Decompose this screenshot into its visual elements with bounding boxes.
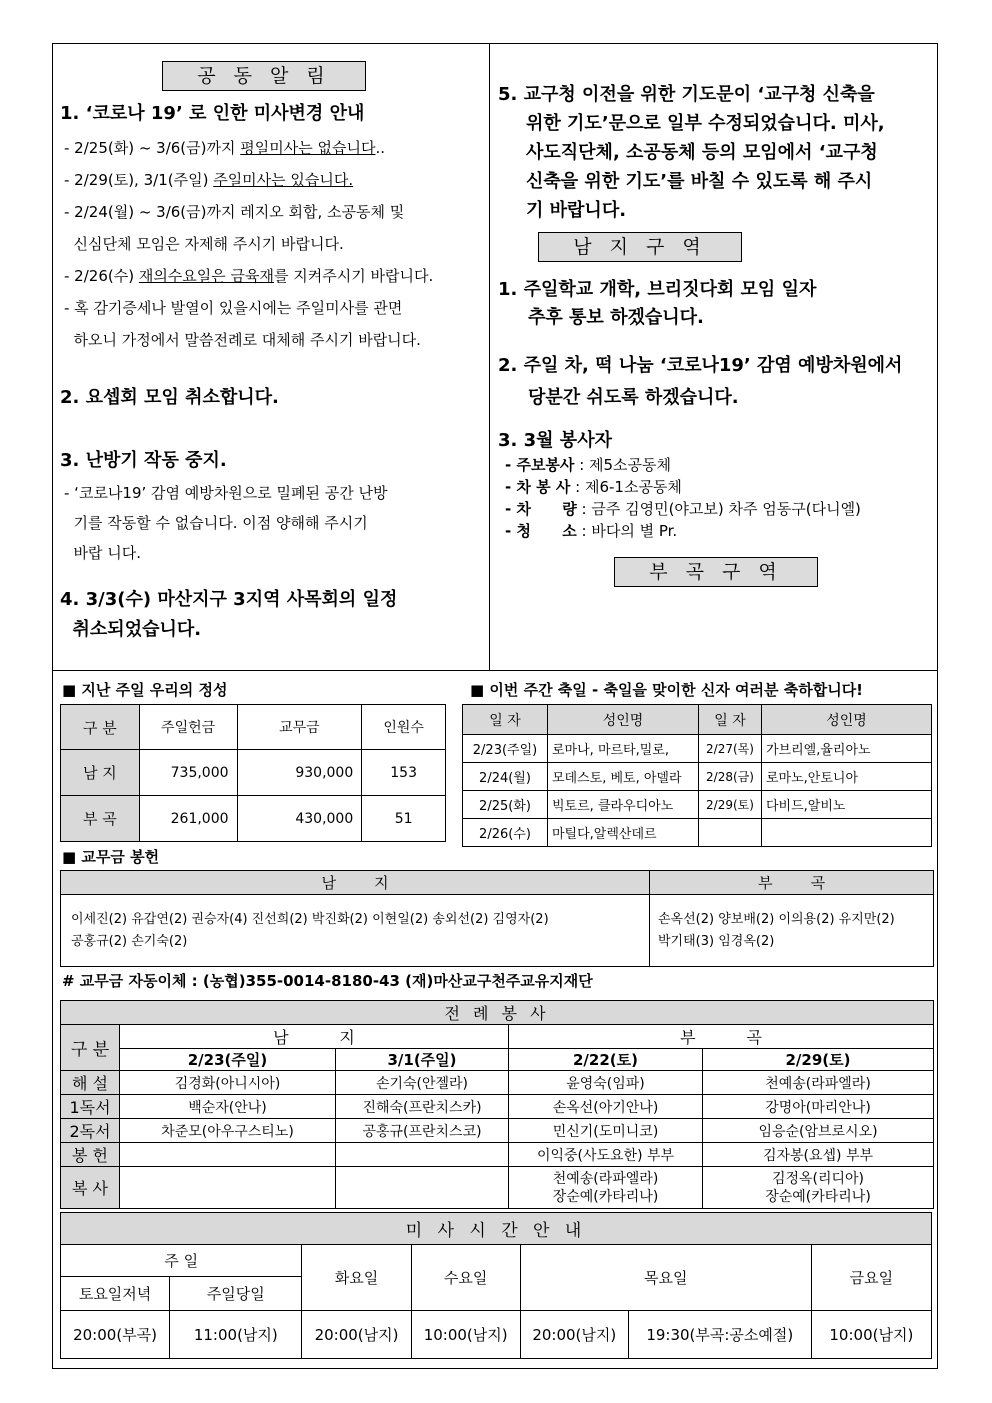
liturgy-cell: 천예송(라파엘라) (703, 1071, 934, 1095)
volunteer-role: - 차 량 (505, 500, 577, 518)
dues-title: ■ 교무금 봉헌 (62, 848, 160, 866)
offering-cell: 430,000 (237, 796, 362, 842)
offering-header: 인원수 (362, 705, 446, 750)
liturgy-date: 2/29(토) (703, 1049, 934, 1071)
notice-4-line2: 취소되었습니다. (60, 619, 202, 640)
offering-header: 구 분 (61, 705, 140, 750)
offering-cell: 735,000 (139, 750, 237, 796)
notice-1-lines (64, 132, 488, 356)
feast-header: 일 자 (463, 705, 548, 735)
mass-sat-eve: 토요일저녁 (61, 1277, 170, 1311)
notice-1-line (64, 132, 488, 164)
feast-saint: 가브리엘,율리아노 (762, 735, 932, 763)
notice-5-line: 신축을 위한 기도’를 바칠 수 있도록 해 주시 (526, 171, 873, 192)
mass-times-table (60, 1212, 932, 1359)
feast-table (462, 704, 932, 847)
liturgy-namji: 남 지 (120, 1025, 509, 1049)
dues-account: # 교무금 자동이체 : (농협)355-0014-8180-43 (재)마산교구천주교유지재단 (62, 972, 593, 990)
notice-1-line (64, 324, 488, 356)
feast-date: 2/27(목) (699, 735, 762, 763)
volunteer-value: : 제6-1소공동체 (570, 478, 682, 496)
feast-header: 일 자 (699, 705, 762, 735)
notice-3-title: 3. 난방기 작동 중지. (60, 450, 227, 471)
liturgy-row-label: 복 사 (61, 1167, 120, 1209)
offering-title: ■ 지난 주일 우리의 정성 (62, 681, 228, 699)
namji-1-line1: 1. 주일학교 개학, 브리짓다회 모임 일자 (498, 279, 817, 300)
liturgy-cell (120, 1143, 336, 1167)
liturgy-cell: 천예송(라파엘라) 장순예(카타리나) (509, 1167, 703, 1209)
notice-1-text: 를 지켜주시기 바랍니다. (274, 267, 434, 285)
liturgy-cell (120, 1167, 336, 1209)
feast-title: ■ 이번 주간 축일 - 축일을 맞이한 신자 여러분 축하합니다! (470, 681, 864, 699)
namji-3-title: 3. 3월 봉사자 (498, 430, 612, 451)
notice-1-text: - 2/24(월) ~ 3/6(금)까지 레지오 회합, 소공동체 및 (64, 203, 405, 221)
feast-date: 2/29(토) (699, 791, 762, 819)
feast-header: 성인명 (762, 705, 932, 735)
offering-header: 주일헌금 (139, 705, 237, 750)
notice-1-text: - 2/29(토), 3/1(주일) (64, 171, 214, 189)
mass-time: 20:00(남지) (520, 1311, 628, 1359)
volunteer-value: : 금주 김영민(야고보) 차주 엄동구(다니엘) (576, 500, 861, 518)
liturgy-cell: 임응순(암브로시오) (703, 1119, 934, 1143)
liturgy-cell (336, 1143, 509, 1167)
mass-time: 19:30(부곡:공소예절) (628, 1311, 811, 1359)
feast-saint: 로마나, 마르타,밀로, (548, 735, 699, 763)
notice-3-lines (64, 478, 387, 568)
offering-cell: 153 (362, 750, 446, 796)
liturgy-title: 전 례 봉 사 (61, 1001, 934, 1025)
notice-1-text: 하오니 가정에서 말씀전례로 대체해 주시기 바랍니다. (64, 331, 421, 349)
liturgy-cell: 손기숙(안젤라) (336, 1071, 509, 1095)
notice-1-line (64, 228, 488, 260)
offering-cell: 930,000 (237, 750, 362, 796)
feast-date: 2/23(주일) (463, 735, 548, 763)
liturgy-cell: 백순자(안나) (120, 1095, 336, 1119)
bugok-section-header: 부 곡 구 역 (614, 557, 818, 587)
namji-2-line1: 2. 주일 차, 떡 나눔 ‘코로나19’ 감염 예방차원에서 (498, 355, 903, 376)
notice-5-line: 5. 교구청 이전을 위한 기도문이 ‘교구청 신축을 (498, 84, 875, 105)
offering-row-label: 부 곡 (61, 796, 140, 842)
mass-tue: 화요일 (302, 1245, 411, 1311)
liturgy-row-label: 1독서 (61, 1095, 120, 1119)
volunteer-list (505, 454, 861, 542)
namji-1-line2: 추후 통보 하겠습니다. (528, 307, 704, 328)
column-divider (489, 43, 490, 670)
mass-time: 10:00(남지) (411, 1311, 520, 1359)
mass-time: 20:00(부곡) (61, 1311, 170, 1359)
liturgy-cell (336, 1167, 509, 1209)
feast-date: 2/26(수) (463, 819, 548, 847)
volunteer-value: : 제5소공동체 (574, 456, 672, 474)
mass-time: 10:00(남지) (811, 1311, 931, 1359)
dues-bugok-cell (650, 895, 934, 967)
dues-header-bugok: 부 곡 (650, 871, 934, 895)
offering-cell: 261,000 (139, 796, 237, 842)
feast-date (699, 819, 762, 847)
liturgy-bugok: 부 곡 (509, 1025, 934, 1049)
liturgy-cell: 윤영숙(임파) (509, 1071, 703, 1095)
liturgy-cell: 이익중(사도요한) 부부 (509, 1143, 703, 1167)
feast-saint: 모데스토, 베토, 아델라 (548, 763, 699, 791)
namji-2-line2: 당분간 쉬도록 하겠습니다. (528, 387, 739, 408)
notice-1-text: - 혹 감기증세나 발열이 있을시에는 주일미사를 관면 (64, 299, 403, 317)
dues-namji-line: 이세진(2) 유갑연(2) 권승자(4) 진선희(2) 박진화(2) 이현일(2) 송외선(2) 김영자(2) (71, 911, 549, 927)
notice-1-emphasis: 평일미사는 없습니다 (240, 139, 376, 157)
feast-date: 2/24(월) (463, 763, 548, 791)
notice-1-line (64, 196, 488, 228)
liturgy-cell: 김경화(아니시아) (120, 1071, 336, 1095)
liturgy-table (60, 1000, 934, 1209)
liturgy-cell: 민신기(도미니코) (509, 1119, 703, 1143)
liturgy-cell: 진해숙(프란치스카) (336, 1095, 509, 1119)
mass-sun-day: 주일당일 (170, 1277, 302, 1311)
dues-namji-line: 공홍규(2) 손기숙(2) (71, 933, 188, 949)
feast-saint: 다비드,알비노 (762, 791, 932, 819)
liturgy-date: 2/23(주일) (120, 1049, 336, 1071)
liturgy-cell: 김자봉(요셉) 부부 (703, 1143, 934, 1167)
joint-notice-header: 공 동 알 림 (162, 61, 366, 91)
mass-time: 11:00(남지) (170, 1311, 302, 1359)
notice-1-text: .. (375, 139, 385, 157)
liturgy-cell: 김정옥(리디아) 장순예(카타리나) (703, 1167, 934, 1209)
dues-header-namji: 남 지 (61, 871, 650, 895)
feast-date: 2/25(화) (463, 791, 548, 819)
volunteer-role: - 차 봉 사 (505, 478, 571, 496)
notice-1-text: 신심단체 모임은 자제해 주시기 바랍니다. (64, 235, 344, 253)
notice-1-text: - 2/26(수) (64, 267, 139, 285)
dues-bugok-line: 박기태(3) 임경옥(2) (658, 933, 775, 949)
liturgy-gubun: 구 분 (61, 1025, 120, 1071)
liturgy-cell: 공홍규(프란치스코) (336, 1119, 509, 1143)
notice-5 (498, 80, 930, 225)
volunteer-role: - 주보봉사 (505, 456, 575, 474)
dues-namji-cell (61, 895, 650, 967)
feast-header: 성인명 (548, 705, 699, 735)
volunteer-value: : 바다의 별 Pr. (576, 522, 678, 540)
liturgy-cell: 손옥선(아기안나) (509, 1095, 703, 1119)
liturgy-row-label: 2독서 (61, 1119, 120, 1143)
notice-1-emphasis: 주일미사는 있습니다. (213, 171, 354, 189)
notice-3-line: 바랍 니다. (64, 544, 142, 562)
feast-saint (762, 819, 932, 847)
notice-1-line (64, 164, 488, 196)
feast-saint: 빅토르, 클라우디아노 (548, 791, 699, 819)
notice-1-line (64, 260, 488, 292)
dues-bugok-line: 손옥선(2) 양보배(2) 이의용(2) 유지만(2) (658, 911, 895, 927)
mass-sunday: 주 일 (61, 1245, 302, 1277)
offering-row-label: 남 지 (61, 750, 140, 796)
mass-time: 20:00(남지) (302, 1311, 411, 1359)
dues-table (60, 870, 934, 967)
liturgy-cell: 강명아(마리안나) (703, 1095, 934, 1119)
feast-date: 2/28(금) (699, 763, 762, 791)
liturgy-row-label: 해 설 (61, 1071, 120, 1095)
notice-4-line1: 4. 3/3(수) 마산지구 3지역 사목회의 일정 (60, 589, 398, 610)
offering-table (60, 704, 446, 842)
liturgy-date: 2/22(토) (509, 1049, 703, 1071)
section-divider (52, 670, 938, 671)
notice-1-title: 1. ‘코로나 19’ 로 인한 미사변경 안내 (60, 103, 365, 124)
feast-saint: 마틸다,알렉산데르 (548, 819, 699, 847)
offering-header: 교무금 (237, 705, 362, 750)
liturgy-date: 3/1(주일) (336, 1049, 509, 1071)
feast-saint: 로마노,안토니아 (762, 763, 932, 791)
namji-section-header: 남 지 구 역 (538, 232, 742, 262)
notice-5-line: 사도직단체, 소공동체 등의 모임에서 ‘교구청 (526, 142, 878, 163)
liturgy-cell: 차준모(아우구스티노) (120, 1119, 336, 1143)
mass-fri: 금요일 (811, 1245, 931, 1311)
notice-5-line: 위한 기도’문으로 일부 수정되었습니다. 미사, (526, 113, 885, 134)
mass-title: 미 사 시 간 안 내 (61, 1213, 932, 1245)
notice-3-line: 기를 작동할 수 없습니다. 이점 양해해 주시기 (64, 514, 368, 532)
mass-thu: 목요일 (520, 1245, 811, 1311)
liturgy-row-label: 봉 헌 (61, 1143, 120, 1167)
notice-1-text: - 2/25(화) ~ 3/6(금)까지 (64, 139, 241, 157)
notice-2: 2. 요셉회 모임 취소합니다. (60, 387, 279, 408)
volunteer-role: - 청 소 (505, 522, 577, 540)
notice-1-emphasis: 재의수요일은 금육재 (138, 267, 275, 285)
notice-5-line: 기 바랍니다. (526, 200, 627, 221)
offering-cell: 51 (362, 796, 446, 842)
notice-3-line: - ‘코로나19’ 감염 예방차원으로 밀폐된 공간 난방 (64, 484, 388, 502)
mass-wed: 수요일 (411, 1245, 520, 1311)
notice-1-line (64, 292, 488, 324)
